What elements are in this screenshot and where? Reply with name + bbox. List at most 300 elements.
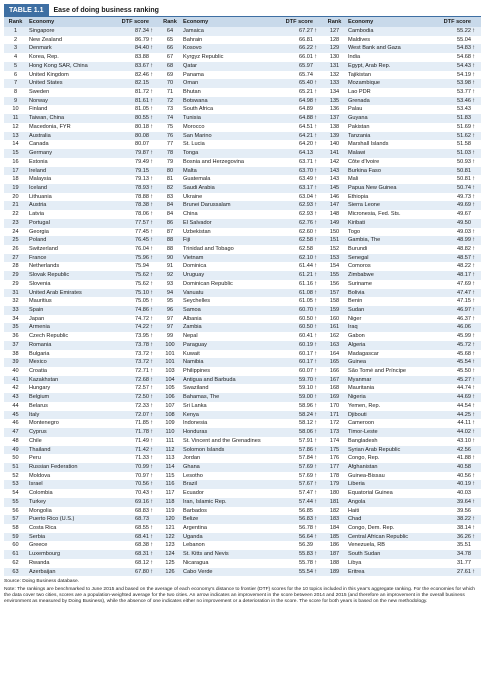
economy-cell: New Zealand	[27, 36, 118, 45]
economy-cell: Swaziland	[181, 384, 283, 393]
rank-cell: 28	[4, 262, 27, 271]
improvement-arrow-icon: ↑	[472, 437, 481, 446]
rank-cell: 145	[323, 184, 346, 193]
table-row	[4, 524, 481, 533]
improvement-arrow-icon: ↑	[472, 411, 481, 420]
economy-cell: Lithuania	[27, 193, 118, 202]
dtf-score-cell: 59.70	[283, 376, 314, 385]
improvement-arrow-icon: ↑	[314, 341, 323, 350]
improvement-arrow-icon: ↑	[150, 384, 159, 393]
dtf-score-cell: 74.72	[118, 315, 150, 324]
rank-cell: 90	[159, 254, 181, 263]
dtf-score-cell: 86.79	[118, 36, 150, 45]
economy-cell: Austria	[27, 201, 118, 210]
table-row	[4, 358, 481, 367]
rank-cell: 158	[323, 297, 346, 306]
dtf-score-cell: 57.69	[283, 472, 314, 481]
ranking-table	[4, 17, 481, 576]
dtf-score-cell: 58.06	[283, 428, 314, 437]
dtf-score-cell: 31.77	[440, 559, 472, 568]
dtf-score-cell: 55.22	[440, 27, 472, 36]
dtf-score-cell: 51.69	[440, 123, 472, 132]
rank-cell: 52	[4, 472, 27, 481]
dtf-score-cell: 57.84	[283, 454, 314, 463]
dtf-score-cell: 53.98	[440, 79, 472, 88]
rank-cell: 161	[323, 323, 346, 332]
improvement-arrow-icon: ↑	[150, 489, 159, 498]
ranking-table-body	[4, 27, 481, 576]
table-row	[4, 149, 481, 158]
rank-cell: 147	[323, 201, 346, 210]
improvement-arrow-icon: ↑	[150, 323, 159, 332]
improvement-arrow-icon: ↑	[314, 262, 323, 271]
rank-cell: 174	[323, 437, 346, 446]
dtf-score-cell: 46.06	[440, 323, 472, 332]
improvement-arrow-icon: ↑	[472, 472, 481, 481]
economy-cell: Vanuatu	[181, 289, 283, 298]
improvement-arrow-icon: ↑	[150, 524, 159, 533]
improvement-arrow-icon: ↑	[150, 114, 159, 123]
rank-cell: 183	[323, 515, 346, 524]
dtf-score-cell: 56.39	[283, 541, 314, 550]
improvement-arrow-icon: ↑	[314, 489, 323, 498]
economy-cell: Taiwan, China	[27, 114, 118, 123]
improvement-arrow-icon	[150, 167, 159, 176]
table-row	[4, 175, 481, 184]
rank-cell: 146	[323, 193, 346, 202]
economy-cell: Gambia, The	[346, 236, 440, 245]
economy-cell: Chad	[346, 515, 440, 524]
improvement-arrow-icon: ↑	[314, 428, 323, 437]
economy-cell: Uruguay	[181, 271, 283, 280]
economy-cell: Brazil	[181, 480, 283, 489]
economy-cell: Japan	[27, 315, 118, 324]
dtf-score-cell: 79.13	[118, 175, 150, 184]
rank-cell: 103	[159, 367, 181, 376]
rank-cell: 101	[159, 358, 181, 367]
economy-cell: Slovenia	[27, 280, 118, 289]
improvement-arrow-icon	[472, 114, 481, 123]
dtf-score-cell: 64.88	[283, 114, 314, 123]
improvement-arrow-icon: ↑	[150, 559, 159, 568]
rank-cell: 14	[4, 140, 27, 149]
dtf-score-cell: 61.44	[283, 262, 314, 271]
table-row	[4, 167, 481, 176]
dtf-score-cell: 62.93	[283, 210, 314, 219]
rank-cell: 143	[323, 167, 346, 176]
improvement-arrow-icon: ↑	[314, 437, 323, 446]
dtf-score-cell: 73.95	[118, 332, 150, 341]
improvement-arrow-icon: ↑	[150, 306, 159, 315]
improvement-arrow-icon	[314, 62, 323, 71]
economy-cell: Switzerland	[27, 245, 118, 254]
improvement-arrow-icon: ↑	[472, 175, 481, 184]
rank-cell: 44	[4, 402, 27, 411]
rank-cell: 73	[159, 105, 181, 114]
improvement-arrow-icon: ↑	[472, 193, 481, 202]
dtf-score-cell: 78.88	[118, 193, 150, 202]
improvement-arrow-icon: ↑	[472, 79, 481, 88]
dtf-score-cell: 49.73	[440, 193, 472, 202]
dtf-score-cell: 55.54	[283, 568, 314, 577]
rank-header: Rank	[4, 17, 27, 27]
dtf-score-cell: 56.64	[283, 533, 314, 542]
rank-cell: 63	[4, 568, 27, 577]
rank-cell: 125	[159, 559, 181, 568]
economy-cell: Eritrea	[346, 568, 440, 577]
rank-cell: 134	[323, 88, 346, 97]
rank-cell: 23	[4, 219, 27, 228]
improvement-arrow-icon: ↑	[150, 533, 159, 542]
rank-cell: 8	[4, 88, 27, 97]
dtf-score-cell: 61.21	[283, 271, 314, 280]
economy-cell: Uzbekistan	[181, 228, 283, 237]
rank-cell: 4	[4, 53, 27, 62]
rank-cell: 152	[323, 245, 346, 254]
dtf-score-cell: 77.57	[118, 219, 150, 228]
dtf-score-cell: 40.03	[440, 489, 472, 498]
improvement-arrow-icon: ↑	[472, 402, 481, 411]
dtf-score-cell: 50.81	[440, 167, 472, 176]
economy-header: Economy	[27, 17, 118, 27]
dtf-score-cell: 49.69	[440, 201, 472, 210]
dtf-score-cell: 45.50	[440, 367, 472, 376]
improvement-arrow-icon	[314, 541, 323, 550]
economy-cell: Bolivia	[346, 289, 440, 298]
dtf-score-cell: 68.12	[118, 559, 150, 568]
improvement-arrow-icon: ↑	[150, 367, 159, 376]
dtf-score-cell: 47.47	[440, 289, 472, 298]
dtf-score-cell: 51.03	[440, 149, 472, 158]
improvement-arrow-icon: ↑	[314, 114, 323, 123]
rank-cell: 170	[323, 402, 346, 411]
economy-cell: United Kingdom	[27, 71, 118, 80]
rank-cell: 17	[4, 167, 27, 176]
dtf-score-cell: 69.16	[118, 498, 150, 507]
table-row	[4, 393, 481, 402]
rank-cell: 186	[323, 541, 346, 550]
rank-cell: 34	[4, 315, 27, 324]
rank-cell: 111	[159, 437, 181, 446]
dtf-score-cell: 41.88	[440, 454, 472, 463]
table-row	[4, 97, 481, 106]
score-header: DTF score	[283, 17, 314, 27]
table-row	[4, 489, 481, 498]
dtf-score-cell: 51.83	[440, 114, 472, 123]
improvement-arrow-icon: ↑	[314, 358, 323, 367]
table-row	[4, 44, 481, 53]
economy-cell: Australia	[27, 132, 118, 141]
dtf-score-cell: 79.49	[118, 158, 150, 167]
improvement-arrow-icon: ↑	[150, 428, 159, 437]
rank-cell: 179	[323, 480, 346, 489]
rank-cell: 15	[4, 149, 27, 158]
rank-cell: 180	[323, 489, 346, 498]
table-row	[4, 254, 481, 263]
improvement-arrow-icon: ↑	[314, 332, 323, 341]
improvement-arrow-icon	[314, 105, 323, 114]
improvement-arrow-icon: ↑	[314, 463, 323, 472]
dtf-score-cell: 66.81	[283, 36, 314, 45]
table-row	[4, 53, 481, 62]
improvement-arrow-icon: ↑	[314, 201, 323, 210]
economy-cell: Solomon Islands	[181, 446, 283, 455]
table-title	[4, 4, 481, 16]
economy-cell: Jordan	[181, 454, 283, 463]
table-row	[4, 446, 481, 455]
rank-cell: 26	[4, 245, 27, 254]
improvement-arrow-icon	[314, 245, 323, 254]
dtf-score-cell: 63.71	[283, 158, 314, 167]
dtf-score-cell: 73.78	[118, 341, 150, 350]
rank-cell: 58	[4, 524, 27, 533]
improvement-arrow-icon: ↑	[472, 393, 481, 402]
economy-cell: Lebanon	[181, 541, 283, 550]
improvement-arrow-icon: ↑	[150, 123, 159, 132]
economy-cell: Ghana	[181, 463, 283, 472]
economy-cell: Sudan	[346, 306, 440, 315]
dtf-score-cell: 68.73	[118, 515, 150, 524]
dtf-score-cell: 84.40	[118, 44, 150, 53]
improvement-arrow-icon: ↑	[314, 419, 323, 428]
dtf-score-cell: 57.91	[283, 437, 314, 446]
table-row	[4, 88, 481, 97]
economy-cell: Nicaragua	[181, 559, 283, 568]
economy-cell: Georgia	[27, 228, 118, 237]
economy-cell: Belize	[181, 515, 283, 524]
dtf-score-cell: 40.56	[440, 472, 472, 481]
economy-cell: Angola	[346, 498, 440, 507]
table-row	[4, 236, 481, 245]
dtf-score-cell: 78.93	[118, 184, 150, 193]
improvement-arrow-icon: ↑	[150, 236, 159, 245]
rank-cell: 10	[4, 105, 27, 114]
improvement-arrow-icon: ↑	[150, 149, 159, 158]
rank-cell: 176	[323, 454, 346, 463]
rank-cell: 99	[159, 332, 181, 341]
improvement-arrow-icon: ↑	[150, 289, 159, 298]
rank-cell: 105	[159, 384, 181, 393]
dtf-score-cell: 64.13	[283, 149, 314, 158]
economy-cell: Philippines	[181, 367, 283, 376]
improvement-arrow-icon: ↑	[150, 193, 159, 202]
dtf-score-cell: 87.34	[118, 27, 150, 36]
improvement-arrow-icon: ↑	[314, 158, 323, 167]
rank-cell: 81	[159, 175, 181, 184]
dtf-score-cell: 70.43	[118, 489, 150, 498]
improvement-arrow-icon: ↑	[314, 167, 323, 176]
rank-cell: 168	[323, 384, 346, 393]
improvement-arrow-icon: ↑	[150, 463, 159, 472]
table-row	[4, 193, 481, 202]
rank-cell: 43	[4, 393, 27, 402]
rank-cell: 188	[323, 559, 346, 568]
improvement-arrow-icon: ↑	[150, 254, 159, 263]
dtf-score-cell: 82.15	[118, 79, 150, 88]
improvement-arrow-icon	[472, 446, 481, 455]
improvement-arrow-icon: ↑	[314, 515, 323, 524]
economy-cell: Sweden	[27, 88, 118, 97]
improvement-arrow-icon: ↑	[150, 210, 159, 219]
economy-cell: Côte d'Ivoire	[346, 158, 440, 167]
rank-cell: 119	[159, 507, 181, 516]
economy-cell: Sri Lanka	[181, 402, 283, 411]
table-row	[4, 297, 481, 306]
table-row	[4, 114, 481, 123]
table-row	[4, 428, 481, 437]
economy-cell: Iraq	[346, 323, 440, 332]
economy-cell: Germany	[27, 149, 118, 158]
economy-cell: Oman	[181, 79, 283, 88]
improvement-arrow-icon: ↑	[472, 254, 481, 263]
rank-cell: 60	[4, 541, 27, 550]
dtf-score-cell: 60.17	[283, 350, 314, 359]
economy-cell: Gabon	[346, 332, 440, 341]
improvement-arrow-icon	[150, 79, 159, 88]
improvement-arrow-icon: ↑	[472, 149, 481, 158]
dtf-score-cell: 49.50	[440, 219, 472, 228]
dtf-score-cell: 60.07	[283, 367, 314, 376]
dtf-score-cell: 58.96	[283, 402, 314, 411]
improvement-arrow-icon	[314, 149, 323, 158]
dtf-score-cell: 60.50	[283, 315, 314, 324]
economy-cell: Uganda	[181, 533, 283, 542]
economy-cell: Papua New Guinea	[346, 184, 440, 193]
rank-cell: 156	[323, 280, 346, 289]
economy-cell: France	[27, 254, 118, 263]
improvement-arrow-icon: ↑	[472, 44, 481, 53]
economy-cell: Rwanda	[27, 559, 118, 568]
dtf-score-cell: 39.56	[440, 507, 472, 516]
dtf-score-cell: 48.22	[440, 262, 472, 271]
improvement-arrow-icon: ↑	[472, 297, 481, 306]
table-row	[4, 550, 481, 559]
improvement-arrow-icon: ↑	[314, 402, 323, 411]
table-row	[4, 210, 481, 219]
rank-cell: 143	[323, 175, 346, 184]
improvement-arrow-icon: ↑	[472, 419, 481, 428]
improvement-arrow-icon: ↑	[150, 297, 159, 306]
improvement-arrow-icon: ↑	[150, 507, 159, 516]
dtf-score-cell: 68.38	[118, 541, 150, 550]
economy-cell: Myanmar	[346, 376, 440, 385]
economy-cell: Ecuador	[181, 489, 283, 498]
improvement-arrow-icon	[472, 36, 481, 45]
economy-cell: Togo	[346, 228, 440, 237]
dtf-score-cell: 75.62	[118, 280, 150, 289]
dtf-score-cell: 78.06	[118, 210, 150, 219]
dtf-score-cell: 67.80	[118, 568, 150, 577]
improvement-arrow-icon: ↑	[150, 454, 159, 463]
rank-cell: 46	[4, 419, 27, 428]
rank-cell: 42	[4, 384, 27, 393]
economy-cell: Zambia	[181, 323, 283, 332]
improvement-arrow-icon	[472, 210, 481, 219]
improvement-arrow-icon: ↑	[472, 27, 481, 36]
dtf-score-cell: 72.71	[118, 367, 150, 376]
table-row	[4, 228, 481, 237]
economy-cell: San Marino	[181, 132, 283, 141]
economy-cell: Croatia	[27, 367, 118, 376]
rank-cell: 129	[323, 44, 346, 53]
dtf-score-cell: 70.97	[118, 472, 150, 481]
economy-cell: Serbia	[27, 533, 118, 542]
rank-cell: 94	[159, 289, 181, 298]
dtf-score-cell: 62.60	[283, 228, 314, 237]
rank-cell: 136	[323, 105, 346, 114]
header-row	[4, 17, 481, 27]
economy-cell: Denmark	[27, 44, 118, 53]
dtf-score-cell: 70.99	[118, 463, 150, 472]
rank-cell: 100	[159, 341, 181, 350]
improvement-arrow-icon	[472, 219, 481, 228]
improvement-arrow-icon: ↑	[472, 428, 481, 437]
improvement-arrow-icon: ↑	[150, 62, 159, 71]
dtf-score-cell: 75.05	[118, 297, 150, 306]
economy-cell: Paraguay	[181, 341, 283, 350]
dtf-score-cell: 62.93	[283, 201, 314, 210]
dtf-score-cell: 45.99	[440, 332, 472, 341]
table-row	[4, 568, 481, 577]
rank-cell: 166	[323, 367, 346, 376]
rank-cell: 59	[4, 533, 27, 542]
improvement-arrow-icon: ↑	[150, 550, 159, 559]
dtf-score-cell: 64.51	[283, 123, 314, 132]
improvement-arrow-icon	[472, 140, 481, 149]
dtf-score-cell: 60.17	[283, 358, 314, 367]
improvement-arrow-icon: ↑	[472, 515, 481, 524]
dtf-score-cell: 58.24	[283, 411, 314, 420]
rank-cell: 123	[159, 541, 181, 550]
improvement-arrow-icon	[150, 140, 159, 149]
dtf-score-cell: 81.05	[118, 105, 150, 114]
improvement-arrow-icon: ↑	[314, 306, 323, 315]
dtf-score-cell: 56.78	[283, 524, 314, 533]
table-row	[4, 123, 481, 132]
rank-cell: 3	[4, 44, 27, 53]
rank-cell: 5	[4, 62, 27, 71]
economy-cell: Pakistan	[346, 123, 440, 132]
rank-cell: 112	[159, 446, 181, 455]
dtf-score-cell: 77.45	[118, 228, 150, 237]
table-row	[4, 480, 481, 489]
improvement-arrow-icon: ↑	[150, 498, 159, 507]
source-note: Source: Doing Business database.	[4, 579, 80, 585]
dtf-score-cell: 56.85	[283, 507, 314, 516]
rank-cell: 153	[323, 254, 346, 263]
economy-cell: Mauritius	[27, 297, 118, 306]
improvement-arrow-icon: ↑	[150, 280, 159, 289]
dtf-score-cell: 64.21	[283, 132, 314, 141]
economy-cell: Syrian Arab Republic	[346, 446, 440, 455]
improvement-arrow-icon: ↑	[150, 419, 159, 428]
improvement-arrow-icon	[150, 132, 159, 141]
economy-cell: Czech Republic	[27, 332, 118, 341]
rank-cell: 92	[159, 271, 181, 280]
improvement-arrow-icon	[472, 463, 481, 472]
improvement-arrow-icon: ↑	[150, 271, 159, 280]
rank-cell: 114	[159, 463, 181, 472]
economy-cell: Canada	[27, 140, 118, 149]
economy-cell: Namibia	[181, 358, 283, 367]
economy-cell: Mongolia	[27, 507, 118, 516]
economy-cell: Guyana	[346, 114, 440, 123]
economy-cell: Libya	[346, 559, 440, 568]
rank-cell: 107	[159, 402, 181, 411]
rank-cell: 150	[323, 228, 346, 237]
dtf-score-cell: 53.46	[440, 97, 472, 106]
dtf-score-cell: 70.56	[118, 480, 150, 489]
